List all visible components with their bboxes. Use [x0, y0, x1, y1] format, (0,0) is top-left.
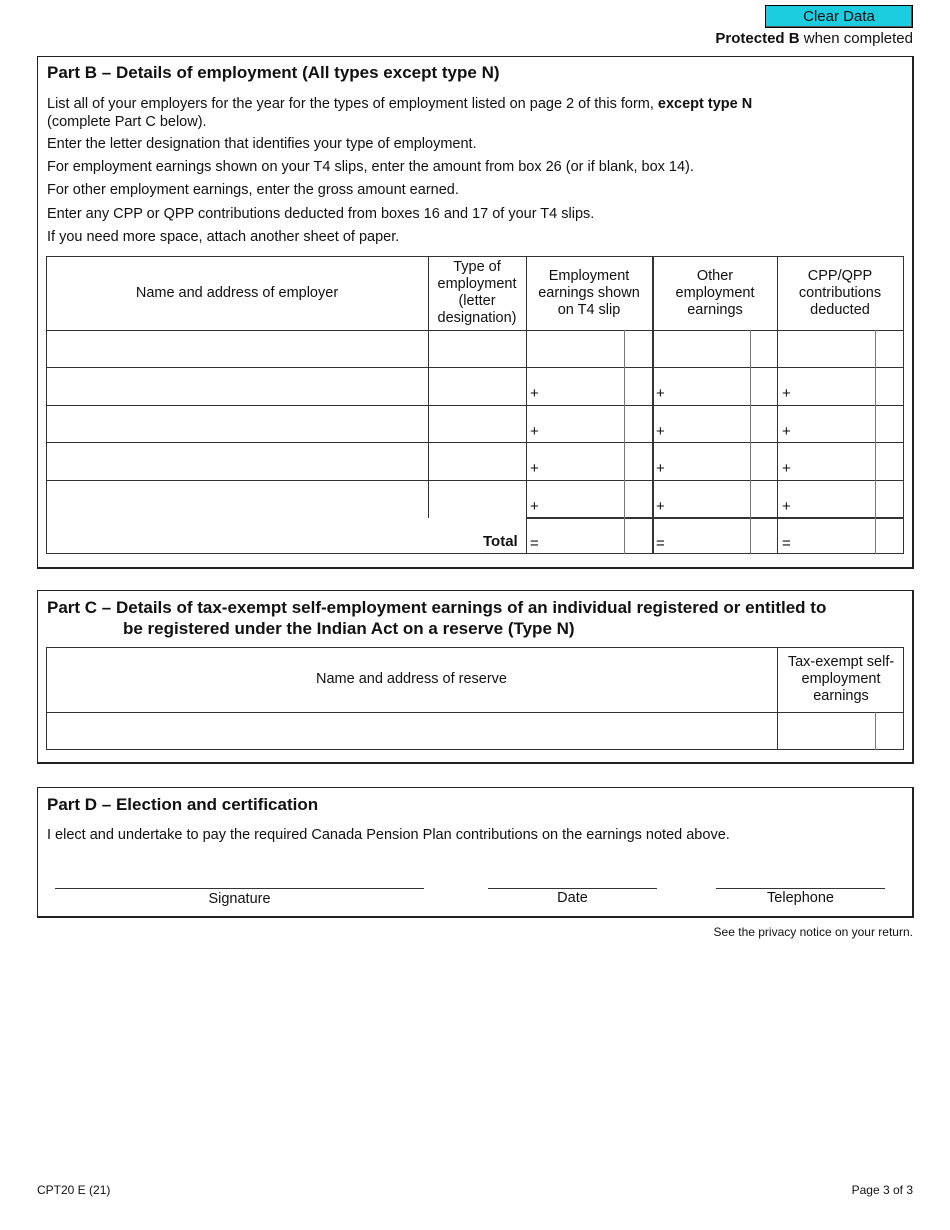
- column-header-reserve: Name and address of reserve: [315, 671, 507, 687]
- t4-earnings-input[interactable]: [527, 331, 651, 367]
- page-number: Page 3 of 3: [851, 1183, 913, 1197]
- instruction: For other employment earnings, enter the gross amount earned.: [47, 182, 459, 198]
- total-cpp-qpp[interactable]: [778, 518, 902, 553]
- reserve-name-input[interactable]: [47, 713, 776, 748]
- instruction: If you need more space, attach another sheet of paper.: [47, 229, 400, 245]
- t4-earnings-input[interactable]: [527, 443, 651, 479]
- equals-sign: =: [782, 535, 791, 552]
- part-b-title: Part B – Details of employment (All types except type N): [47, 63, 500, 82]
- table-rule: [46, 647, 903, 648]
- employment-type-input[interactable]: [429, 406, 525, 442]
- employment-type-input[interactable]: [429, 481, 525, 517]
- election-text: I elect and undertake to pay the required Canada Pension Plan contributions on the earnings noted above.: [47, 827, 730, 843]
- total-label: Total: [483, 533, 518, 550]
- part-b-intro: [47, 95, 897, 131]
- cpp-qpp-input[interactable]: [778, 443, 902, 479]
- protected-b-notice: [715, 30, 913, 47]
- intro-bold: except type N: [657, 96, 753, 112]
- part-c-title: Part C – Details of tax-exempt self-employment earnings of an individual registered or entitled to: [47, 598, 827, 617]
- column-header-employer: Name and address of employer: [135, 284, 339, 301]
- protected-b-label: Protected B: [715, 30, 800, 47]
- t4-earnings-input[interactable]: [527, 368, 651, 404]
- cpp-qpp-input[interactable]: [778, 406, 902, 442]
- employer-name-input[interactable]: [47, 481, 427, 517]
- signature-label: Signature: [208, 890, 271, 907]
- table-rule: [46, 553, 903, 554]
- privacy-notice: See the privacy notice on your return.: [713, 925, 913, 939]
- employer-name-input[interactable]: [47, 331, 427, 367]
- other-earnings-input[interactable]: [653, 368, 776, 404]
- clear-data-button[interactable]: Clear Data: [765, 5, 913, 28]
- column-header-tax-exempt: Tax-exempt self-employment earnings: [787, 654, 895, 704]
- form-id: CPT20 E (21): [37, 1183, 111, 1197]
- equals-sign: =: [656, 535, 665, 552]
- t4-earnings-input[interactable]: [527, 406, 651, 442]
- plus-sign: +: [656, 460, 665, 477]
- cpp-qpp-input[interactable]: [778, 368, 902, 404]
- column-header-cpp-qpp: CPP/QPP contributions deducted: [798, 267, 882, 318]
- total-other-earnings[interactable]: [653, 518, 776, 553]
- tax-exempt-earnings-input[interactable]: [778, 713, 902, 748]
- date-label: Date: [557, 889, 588, 906]
- t4-earnings-input[interactable]: [527, 481, 651, 517]
- employment-type-input[interactable]: [429, 331, 525, 367]
- plus-sign: +: [656, 385, 665, 402]
- plus-sign: +: [782, 423, 791, 440]
- plus-sign: +: [530, 385, 539, 402]
- table-rule: [46, 749, 903, 750]
- plus-sign: +: [782, 385, 791, 402]
- employment-type-input[interactable]: [429, 443, 525, 479]
- cpp-qpp-input[interactable]: [778, 331, 902, 367]
- protected-b-rest: when completed: [799, 30, 913, 47]
- employer-name-input[interactable]: [47, 443, 427, 479]
- instruction: Enter any CPP or QPP contributions deducted from boxes 16 and 17 of your T4 slips.: [47, 206, 595, 222]
- other-earnings-input[interactable]: [653, 406, 776, 442]
- other-earnings-input[interactable]: [653, 331, 776, 367]
- column-header-t4-earnings: Employment earnings shown on T4 slip: [538, 267, 640, 318]
- intro-cont: (complete Part C below).: [47, 114, 207, 130]
- cpp-qpp-input[interactable]: [778, 481, 902, 517]
- plus-sign: +: [530, 423, 539, 440]
- other-earnings-input[interactable]: [653, 481, 776, 517]
- employment-type-input[interactable]: [429, 368, 525, 404]
- other-earnings-input[interactable]: [653, 443, 776, 479]
- plus-sign: +: [530, 498, 539, 515]
- instruction: Enter the letter designation that identifies your type of employment.: [47, 136, 477, 152]
- column-header-other-earnings: Other employment earnings: [675, 267, 755, 318]
- equals-sign: =: [530, 535, 539, 552]
- total-t4-earnings[interactable]: [527, 518, 651, 553]
- plus-sign: +: [656, 423, 665, 440]
- column-header-type: Type of employment (letter designation): [437, 259, 517, 326]
- plus-sign: +: [782, 460, 791, 477]
- instruction: For employment earnings shown on your T4 slips, enter the amount from box 26 (or if blank, box 14).: [47, 159, 694, 175]
- signature-line[interactable]: [55, 888, 424, 889]
- plus-sign: +: [656, 498, 665, 515]
- part-c-title-cont: be registered under the Indian Act on a reserve (Type N): [123, 619, 575, 638]
- telephone-label: Telephone: [767, 889, 834, 906]
- table-rule: [903, 647, 904, 750]
- employer-name-input[interactable]: [47, 368, 427, 404]
- part-d-title: Part D – Election and certification: [47, 795, 319, 814]
- table-rule: [903, 256, 904, 554]
- plus-sign: +: [782, 498, 791, 515]
- table-rule: [46, 256, 903, 257]
- intro-text: List all of your employers for the year for the types of employment listed on page 2 of this form,: [47, 96, 658, 112]
- employer-name-input[interactable]: [47, 406, 427, 442]
- plus-sign: +: [530, 460, 539, 477]
